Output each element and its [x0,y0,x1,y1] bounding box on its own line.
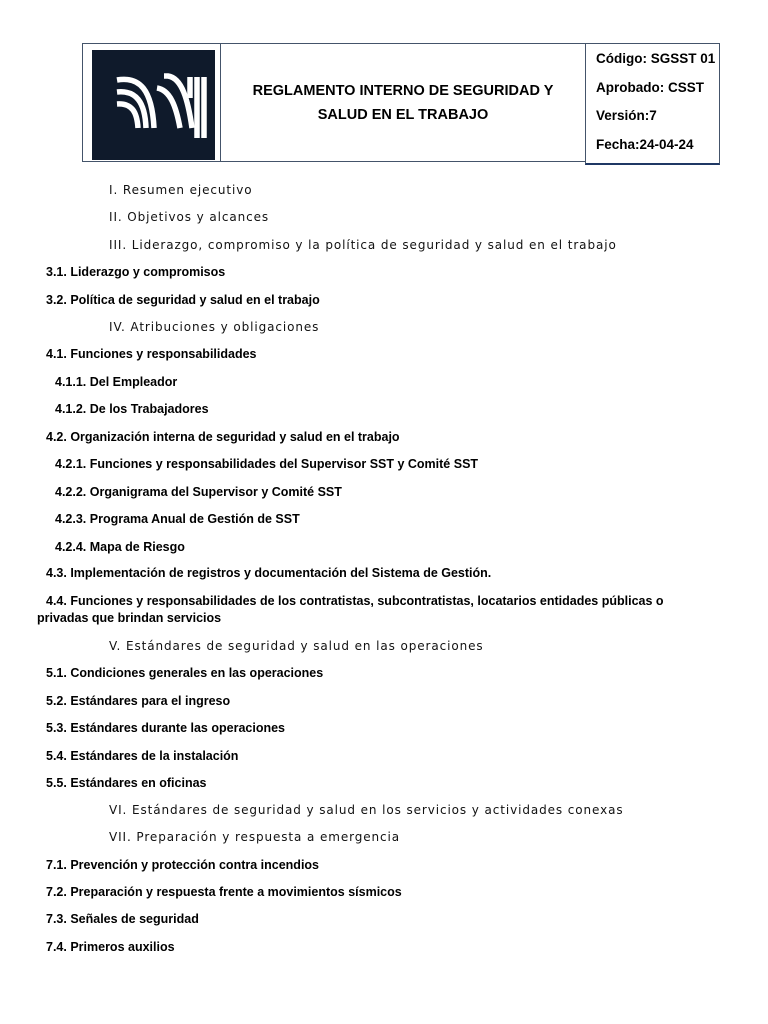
toc-section-3-2: 3.2. Política de seguridad y salud en el trabajo [46,293,320,307]
toc-section-7-3: 7.3. Señales de seguridad [46,912,199,926]
toc-section-4-1: 4.1. Funciones y responsabilidades [46,347,257,361]
document-date: Fecha:24-04-24 [596,136,694,152]
toc-chapter-1: I. Resumen ejecutivo [109,183,253,197]
toc-subsection-4-1-2: 4.1.2. De los Trabajadores [55,402,209,416]
toc-chapter-2: II. Objetivos y alcances [109,210,270,224]
toc-section-4-2: 4.2. Organización interna de seguridad y salud en el trabajo [46,430,400,444]
toc-section-5-3: 5.3. Estándares durante las operaciones [46,721,285,735]
document-version: Versión:7 [596,108,657,123]
toc-subsection-4-1-1: 4.1.1. Del Empleador [55,375,178,389]
toc-section-7-2: 7.2. Preparación y respuesta frente a movimientos sísmicos [46,885,402,899]
toc-subsection-4-2-2: 4.2.2. Organigrama del Supervisor y Comité SST [55,485,342,499]
toc-section-3-1: 3.1. Liderazgo y compromisos [46,265,226,279]
toc-subsection-4-2-3: 4.2.3. Programa Anual de Gestión de SST [55,512,300,526]
toc-section-7-4: 7.4. Primeros auxilios [46,940,175,954]
toc-section-5-5: 5.5. Estándares en oficinas [46,776,207,790]
toc-section-5-2: 5.2. Estándares para el ingreso [46,694,231,708]
document-title-line2: SALUD EN EL TRABAJO [317,106,489,123]
document-code: Código: SGSST 01 [596,51,716,66]
toc-chapter-7: VII. Preparación y respuesta a emergencia [109,830,401,844]
toc-section-5-1: 5.1. Condiciones generales en las operaciones [46,666,324,680]
toc-subsection-4-2-1: 4.2.1. Funciones y responsabilidades del Supervisor SST y Comité SST [55,457,479,471]
toc-section-4-3: 4.3. Implementación de registros y documentación del Sistema de Gestión. [46,566,492,580]
toc-section-5-4: 5.4. Estándares de la instalación [46,749,239,763]
toc-chapter-6: VI. Estándares de seguridad y salud en los servicios y actividades conexas [109,803,624,817]
toc-section-7-1: 7.1. Prevención y protección contra incendios [46,858,319,872]
toc-subsection-4-2-4: 4.2.4. Mapa de Riesgo [55,540,185,554]
document-title-line1: REGLAMENTO INTERNO DE SEGURIDAD Y [252,82,554,99]
toc-section-4-4: 4.4. Funciones y responsabilidades de los contratistas, subcontratistas, locatarios entidades públicas o privadas que brindan servicios [37,594,664,625]
toc-chapter-5: V. Estándares de seguridad y salud en las operaciones [109,639,484,653]
toc-chapter-3: III. Liderazgo, compromiso y la política de seguridad y salud en el trabajo [109,238,617,252]
document-approved-by: Aprobado: CSST [596,79,704,95]
toc-chapter-4: IV. Atribuciones y obligaciones [109,320,320,334]
